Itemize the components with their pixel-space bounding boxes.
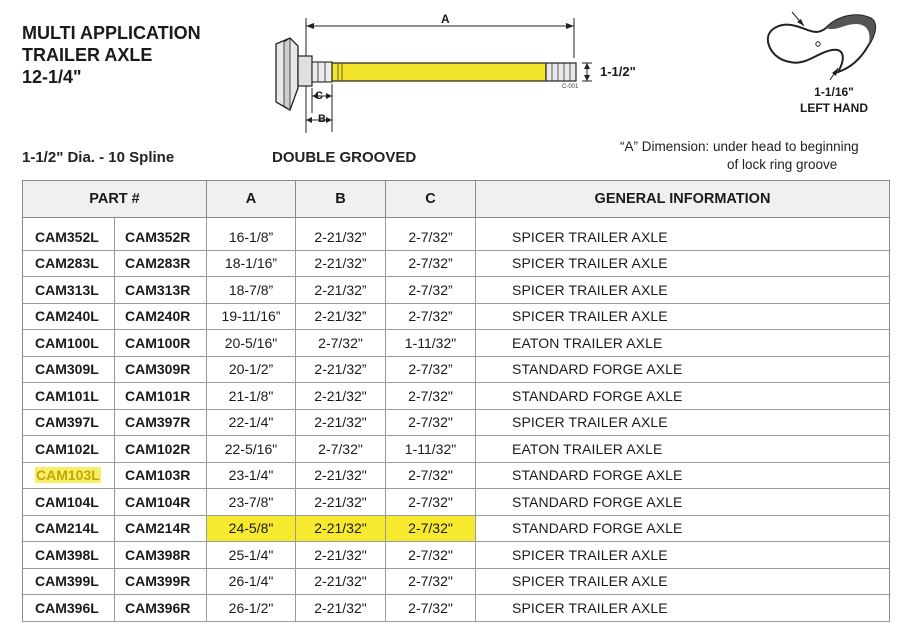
dim-b-cell [296, 489, 386, 516]
dim-b: 2-21/32” [314, 255, 367, 272]
part-left-cell [23, 568, 115, 595]
dim-b-cell [296, 383, 386, 410]
general-info: SPICER TRAILER AXLE [512, 546, 668, 563]
dim-c: 2-7/32" [408, 467, 453, 484]
dim-c: 2-7/32" [408, 546, 453, 563]
dim-a-cell [207, 409, 296, 436]
dim-b-cell [296, 515, 386, 542]
dim-a-cell [207, 330, 296, 357]
header-a: A [207, 181, 296, 218]
part-left-cell [23, 330, 115, 357]
general-info: STANDARD FORGE AXLE [512, 520, 683, 537]
table-row [23, 250, 890, 277]
table-row [23, 568, 890, 595]
dim-b-cell [296, 409, 386, 436]
table-row [23, 303, 890, 330]
part-right: CAM399R [125, 573, 191, 590]
dim-b-cell [296, 218, 386, 251]
dim-a-cell [207, 489, 296, 516]
table-row [23, 330, 890, 357]
dim-c-cell [386, 303, 476, 330]
dim-c: 2-7/32" [408, 387, 453, 404]
table-body [23, 218, 890, 622]
part-left-cell [23, 218, 115, 251]
dim-b: 2-21/32" [314, 387, 367, 404]
dim-b: 2-21/32" [314, 546, 367, 563]
dim-a-cell [207, 218, 296, 251]
dim-c: 2-7/32” [408, 361, 453, 378]
dim-a: 22-5/16" [224, 440, 278, 457]
dim-b: 2-21/32" [314, 467, 367, 484]
dim-c: 2-7/32” [408, 308, 453, 325]
dim-b: 2-21/32” [314, 281, 367, 298]
part-right: CAM397R [125, 414, 191, 431]
table-row [23, 277, 890, 304]
title-line-3: 12-1/4" [22, 67, 82, 87]
dim-b: 2-21/32" [314, 520, 367, 537]
dim-c-cell [386, 409, 476, 436]
part-left: CAM396L [35, 599, 99, 616]
table-header-row [23, 181, 890, 218]
dim-a-cell [207, 462, 296, 489]
part-right: CAM240R [125, 308, 191, 325]
general-info: SPICER TRAILER AXLE [512, 308, 668, 325]
part-right: CAM398R [125, 546, 191, 563]
dim-a: 20-1/2” [228, 361, 274, 378]
general-info: SPICER TRAILER AXLE [512, 228, 668, 245]
table-row [23, 383, 890, 410]
part-right: CAM100R [125, 334, 191, 351]
general-info-cell [476, 277, 890, 304]
dimension-note [620, 138, 859, 174]
dim-b-cell [296, 250, 386, 277]
dim-a: 24-5/8" [228, 520, 274, 537]
part-right: CAM104R [125, 493, 191, 510]
page-title [22, 22, 201, 88]
general-info-cell [476, 383, 890, 410]
general-info-cell [476, 595, 890, 622]
part-left: CAM100L [35, 334, 99, 351]
dim-a-cell [207, 436, 296, 463]
cam-size: 1-1/16" [814, 85, 854, 99]
part-left: CAM399L [35, 573, 99, 590]
groove-spec: DOUBLE GROOVED [272, 149, 417, 166]
part-left: CAM240L [35, 308, 99, 325]
part-right: CAM103R [125, 467, 191, 484]
dim-c: 2-7/32” [408, 255, 453, 272]
dim-b-cell [296, 462, 386, 489]
cam-hand: LEFT HAND [800, 101, 868, 115]
part-left-cell [23, 356, 115, 383]
dim-b-label: B [318, 113, 326, 125]
part-left: CAM102L [35, 440, 99, 457]
general-info-cell [476, 489, 890, 516]
dim-c: 2-7/32" [408, 414, 453, 431]
dim-a: 18-7/8” [228, 281, 274, 298]
header-c: C [386, 181, 476, 218]
part-left: CAM283L [35, 255, 99, 272]
part-right-cell [115, 218, 207, 251]
part-left-cell [23, 595, 115, 622]
dim-a: 23-1/4" [228, 467, 274, 484]
general-info-cell [476, 436, 890, 463]
table-row [23, 409, 890, 436]
dim-b-cell [296, 568, 386, 595]
part-right-cell [115, 250, 207, 277]
dim-b: 2-21/32" [314, 573, 367, 590]
table-row [23, 595, 890, 622]
part-right-cell [115, 489, 207, 516]
parts-table [22, 180, 890, 622]
dim-c-cell [386, 277, 476, 304]
table-row [23, 542, 890, 569]
dim-diameter-label: 1-1/2" [600, 64, 636, 79]
table-row [23, 436, 890, 463]
dim-a-cell [207, 515, 296, 542]
dim-c-label: C [315, 90, 323, 102]
title-line-2: TRAILER AXLE [22, 45, 153, 65]
part-left-cell [23, 462, 115, 489]
part-right: CAM352R [125, 228, 191, 245]
table-row [23, 462, 890, 489]
part-left-cell [23, 383, 115, 410]
dim-b-cell [296, 436, 386, 463]
part-right-cell [115, 568, 207, 595]
dim-a: 23-7/8" [228, 493, 274, 510]
part-right-cell [115, 462, 207, 489]
dim-b: 2-7/32" [318, 334, 363, 351]
part-left: CAM397L [35, 414, 99, 431]
general-info-cell [476, 330, 890, 357]
dim-c-cell [386, 250, 476, 277]
part-right: CAM313R [125, 281, 191, 298]
general-info-cell [476, 542, 890, 569]
part-right-cell [115, 383, 207, 410]
dim-c: 2-7/32" [408, 573, 453, 590]
dim-a: 26-1/2" [228, 599, 274, 616]
part-right-cell [115, 330, 207, 357]
dim-c-cell [386, 436, 476, 463]
general-info-cell [476, 515, 890, 542]
dim-a: 16-1/8” [228, 228, 274, 245]
dim-b: 2-7/32" [318, 440, 363, 457]
part-tag: C-001 [562, 84, 579, 90]
general-info: STANDARD FORGE AXLE [512, 361, 683, 378]
header-b: B [296, 181, 386, 218]
dim-a-cell [207, 356, 296, 383]
general-info: SPICER TRAILER AXLE [512, 414, 668, 431]
dim-c-cell [386, 330, 476, 357]
dim-a: 18-1/16” [224, 255, 278, 272]
dim-c-cell [386, 515, 476, 542]
part-left: CAM313L [35, 281, 99, 298]
part-right: CAM396R [125, 599, 191, 616]
part-right: CAM214R [125, 520, 191, 537]
part-left: CAM101L [35, 387, 99, 404]
dim-c-cell [386, 595, 476, 622]
dim-b-cell [296, 303, 386, 330]
dim-b: 2-21/32" [314, 493, 367, 510]
part-left-cell [23, 277, 115, 304]
general-info-cell [476, 250, 890, 277]
dim-b-cell [296, 595, 386, 622]
table-row [23, 356, 890, 383]
part-right-cell [115, 515, 207, 542]
part-left: CAM398L [35, 546, 99, 563]
dim-c-cell [386, 542, 476, 569]
dim-c-cell [386, 356, 476, 383]
dim-a-cell [207, 595, 296, 622]
dim-a: 25-1/4" [228, 546, 274, 563]
general-info-cell [476, 462, 890, 489]
dim-b-cell [296, 330, 386, 357]
part-left-cell [23, 515, 115, 542]
dim-b: 2-21/32" [314, 414, 367, 431]
dim-a-cell [207, 568, 296, 595]
dim-c: 2-7/32" [408, 520, 453, 537]
general-info: STANDARD FORGE AXLE [512, 493, 683, 510]
dim-a-cell [207, 542, 296, 569]
dim-c-cell [386, 568, 476, 595]
part-right-cell [115, 409, 207, 436]
dim-a-cell [207, 250, 296, 277]
dim-c-cell [386, 218, 476, 251]
dim-c-cell [386, 489, 476, 516]
part-right-cell [115, 277, 207, 304]
part-left-cell [23, 250, 115, 277]
part-left-cell [23, 409, 115, 436]
cam-head-diagram [760, 6, 890, 86]
dim-b: 2-21/32” [314, 228, 367, 245]
part-right: CAM102R [125, 440, 191, 457]
part-left-cell [23, 303, 115, 330]
part-right-cell [115, 595, 207, 622]
dim-a-cell [207, 383, 296, 410]
general-info-cell [476, 356, 890, 383]
dim-a: 21-1/8" [228, 387, 274, 404]
part-right: CAM101R [125, 387, 191, 404]
dim-c-cell [386, 462, 476, 489]
dim-c: 1-11/32" [404, 334, 457, 351]
dim-c: 2-7/32" [408, 493, 453, 510]
header-part: PART # [23, 181, 207, 218]
general-info: STANDARD FORGE AXLE [512, 467, 683, 484]
table-row [23, 515, 890, 542]
general-info: SPICER TRAILER AXLE [512, 255, 668, 272]
dim-b: 2-21/32" [314, 599, 367, 616]
part-left-cell [23, 436, 115, 463]
part-left: CAM104L [35, 493, 99, 510]
part-left: CAM214L [35, 520, 99, 537]
dim-a: 20-5/16" [224, 334, 278, 351]
part-right-cell [115, 356, 207, 383]
title-line-1: MULTI APPLICATION [22, 23, 201, 43]
part-left: CAM352L [35, 228, 99, 245]
general-info: SPICER TRAILER AXLE [512, 281, 668, 298]
general-info-cell [476, 409, 890, 436]
part-right-cell [115, 542, 207, 569]
note-line-1: “A” Dimension: under head to beginning [620, 139, 859, 154]
general-info-cell [476, 218, 890, 251]
dim-a-label: A [441, 12, 450, 26]
dim-c: 2-7/32" [408, 599, 453, 616]
general-info-cell [476, 568, 890, 595]
part-right: CAM283R [125, 255, 191, 272]
note-line-2: of lock ring groove [727, 157, 838, 172]
dim-a-cell [207, 277, 296, 304]
general-info: SPICER TRAILER AXLE [512, 573, 668, 590]
dim-b-cell [296, 356, 386, 383]
header-info: GENERAL INFORMATION [476, 181, 890, 218]
dim-b: 2-21/32” [314, 308, 367, 325]
dim-b: 2-21/32” [314, 361, 367, 378]
general-info: STANDARD FORGE AXLE [512, 387, 683, 404]
part-right: CAM309R [125, 361, 191, 378]
dim-a: 19-11/16” [221, 308, 281, 325]
part-left-cell [23, 542, 115, 569]
general-info: EATON TRAILER AXLE [512, 440, 663, 457]
table-row [23, 218, 890, 251]
part-right-cell [115, 436, 207, 463]
part-left-cell [23, 489, 115, 516]
dim-c: 2-7/32” [408, 228, 453, 245]
table-row [23, 489, 890, 516]
part-left: CAM309L [35, 361, 99, 378]
general-info: SPICER TRAILER AXLE [512, 599, 668, 616]
part-right-cell [115, 303, 207, 330]
dim-b-cell [296, 542, 386, 569]
dim-a: 26-1/4" [228, 573, 274, 590]
dim-a: 22-1/4" [228, 414, 274, 431]
cam-label [788, 84, 880, 116]
dim-c-cell [386, 383, 476, 410]
dim-b-cell [296, 277, 386, 304]
diameter-spline-spec: 1-1/2" Dia. - 10 Spline [22, 149, 175, 166]
general-info-cell [476, 303, 890, 330]
dim-c: 1-11/32" [404, 440, 457, 457]
dim-c: 2-7/32” [408, 281, 453, 298]
part-left: CAM103L [36, 467, 100, 484]
general-info: EATON TRAILER AXLE [512, 334, 663, 351]
dim-a-cell [207, 303, 296, 330]
